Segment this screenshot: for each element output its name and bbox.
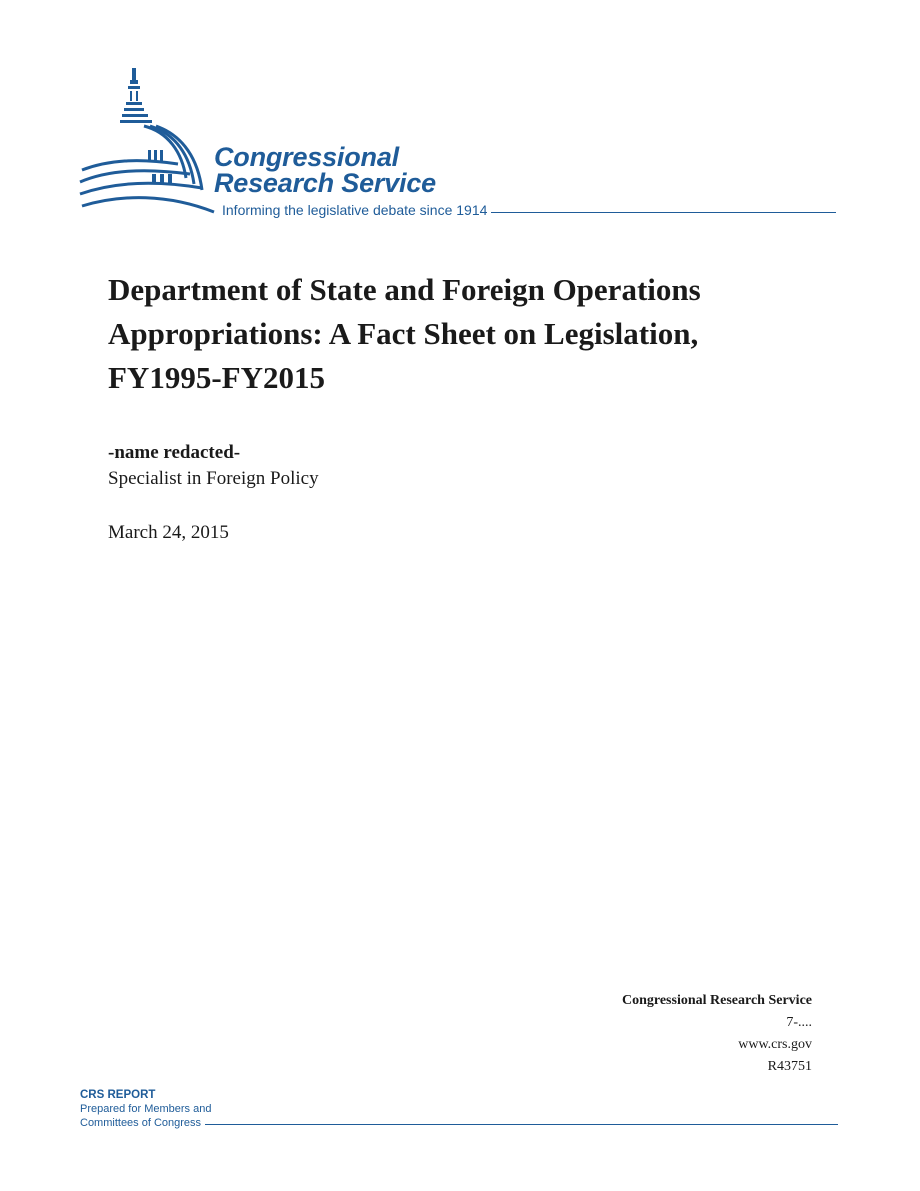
crs-logo [78,66,838,226]
author-name: -name redacted- [108,442,241,463]
report-date: March 24, 2015 [108,522,229,543]
logo-name-line1: Congressional [214,142,399,172]
report-title-line1: Department of State and Foreign Operations [108,272,701,307]
logo-wordmark [214,144,436,196]
footer-line1: Prepared for Members and [80,1103,212,1115]
author-title: Specialist in Foreign Policy [108,468,319,489]
report-number: R43751 [767,1059,812,1074]
publisher-block [622,990,812,1078]
report-title [108,268,828,400]
capitol-dome-icon [78,66,218,216]
crs-report-footer [80,1088,838,1130]
logo-tagline: Informing the legislative debate since 1914 [222,202,488,218]
report-title-line2: Appropriations: A Fact Sheet on Legislation, [108,316,699,351]
publisher-name: Congressional Research Service [621,993,812,1008]
publisher-website: www.crs.gov [738,1037,812,1052]
author-block [108,440,319,492]
footer-line2: Committees of Congress [80,1117,202,1129]
footer-rule [205,1124,838,1125]
publisher-phone: 7-.... [786,1015,812,1030]
logo-tagline-row [222,200,836,220]
logo-name-line2: Research Service [214,168,436,198]
footer-label: CRS REPORT [80,1089,156,1101]
logo-rule [491,212,836,213]
report-title-line3: FY1995-FY2015 [108,360,325,395]
footer-last-row [80,1116,838,1130]
